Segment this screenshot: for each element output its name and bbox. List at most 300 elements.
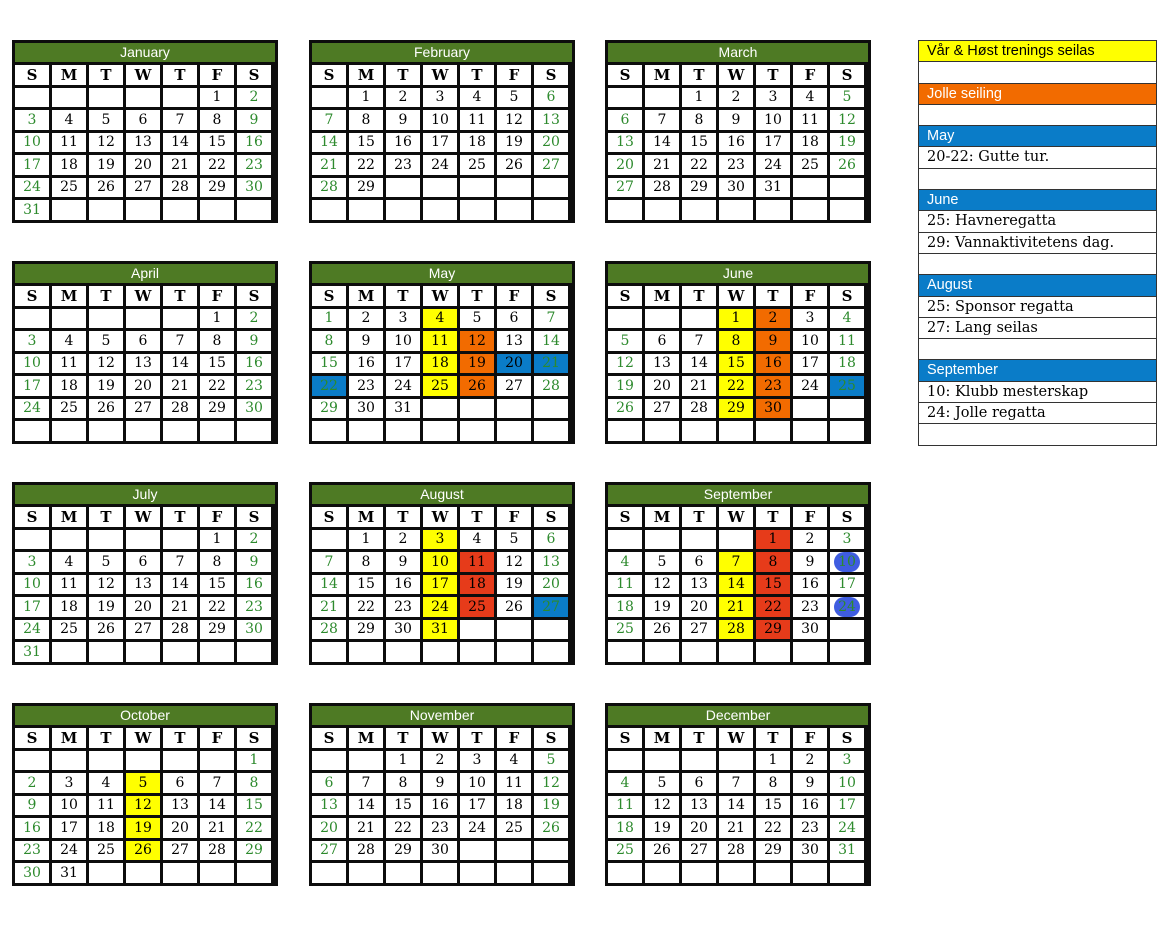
day-cell[interactable]: 29 (682, 178, 716, 198)
day-cell[interactable]: 14 (645, 133, 679, 153)
day-cell[interactable]: 28 (200, 841, 234, 861)
day-cell[interactable]: 10 (793, 331, 827, 351)
day-cell[interactable]: 31 (423, 620, 457, 640)
day-cell[interactable]: 22 (312, 376, 346, 396)
day-cell[interactable]: 21 (645, 155, 679, 175)
day-cell[interactable]: 12 (460, 331, 494, 351)
day-cell[interactable]: 12 (89, 133, 123, 153)
day-cell[interactable]: 19 (497, 575, 531, 595)
day-cell[interactable]: 7 (163, 552, 197, 572)
day-cell[interactable]: 29 (349, 178, 383, 198)
day-cell[interactable]: 26 (497, 597, 531, 617)
day-cell[interactable]: 5 (126, 773, 160, 793)
day-cell[interactable]: 16 (237, 133, 271, 153)
day-cell[interactable]: 12 (645, 796, 679, 816)
day-cell[interactable]: 11 (497, 773, 531, 793)
day-cell[interactable]: 3 (386, 309, 420, 329)
day-cell[interactable]: 10 (386, 331, 420, 351)
day-cell[interactable]: 6 (126, 552, 160, 572)
day-cell[interactable]: 12 (89, 354, 123, 374)
day-cell[interactable]: 2 (237, 88, 271, 108)
day-cell[interactable]: 8 (349, 552, 383, 572)
day-cell[interactable]: 21 (534, 354, 568, 374)
day-cell[interactable]: 12 (89, 575, 123, 595)
day-cell[interactable]: 25 (52, 620, 86, 640)
day-cell[interactable]: 27 (312, 841, 346, 861)
day-cell[interactable]: 31 (830, 841, 864, 861)
day-cell[interactable]: 2 (756, 309, 790, 329)
day-cell[interactable]: 20 (497, 354, 531, 374)
day-cell[interactable]: 14 (312, 133, 346, 153)
day-cell[interactable]: 17 (830, 796, 864, 816)
day-cell[interactable]: 4 (830, 309, 864, 329)
day-cell[interactable]: 19 (460, 354, 494, 374)
day-cell[interactable]: 22 (349, 155, 383, 175)
day-cell[interactable]: 29 (756, 620, 790, 640)
day-cell[interactable]: 6 (497, 309, 531, 329)
day-cell[interactable]: 5 (497, 530, 531, 550)
day-cell[interactable]: 23 (237, 376, 271, 396)
day-cell[interactable]: 26 (608, 399, 642, 419)
day-cell[interactable]: 26 (497, 155, 531, 175)
day-cell[interactable]: 15 (237, 796, 271, 816)
day-cell[interactable]: 3 (15, 110, 49, 130)
day-cell[interactable]: 30 (423, 841, 457, 861)
day-cell[interactable]: 20 (645, 376, 679, 396)
day-cell[interactable]: 20 (608, 155, 642, 175)
day-cell[interactable]: 19 (89, 376, 123, 396)
day-cell[interactable]: 11 (423, 331, 457, 351)
day-cell[interactable]: 4 (423, 309, 457, 329)
day-cell[interactable]: 2 (237, 530, 271, 550)
day-cell[interactable]: 26 (89, 399, 123, 419)
day-cell[interactable]: 6 (163, 773, 197, 793)
day-cell[interactable]: 23 (237, 597, 271, 617)
day-cell[interactable]: 18 (52, 155, 86, 175)
day-cell[interactable]: 16 (349, 354, 383, 374)
day-cell[interactable]: 4 (89, 773, 123, 793)
day-cell[interactable]: 11 (608, 575, 642, 595)
day-cell[interactable]: 2 (423, 751, 457, 771)
day-cell[interactable]: 15 (682, 133, 716, 153)
day-cell[interactable]: 25 (52, 399, 86, 419)
day-cell[interactable]: 25 (52, 178, 86, 198)
day-cell[interactable]: 28 (645, 178, 679, 198)
day-cell[interactable]: 28 (163, 178, 197, 198)
day-cell[interactable]: 21 (349, 818, 383, 838)
day-cell[interactable]: 24 (423, 597, 457, 617)
day-cell[interactable]: 2 (349, 309, 383, 329)
day-cell[interactable]: 13 (126, 575, 160, 595)
day-cell[interactable]: 27 (497, 376, 531, 396)
day-cell[interactable]: 15 (756, 796, 790, 816)
day-cell[interactable]: 3 (793, 309, 827, 329)
day-cell[interactable]: 27 (645, 399, 679, 419)
day-cell[interactable]: 23 (793, 818, 827, 838)
day-cell[interactable]: 29 (200, 620, 234, 640)
day-cell[interactable]: 1 (682, 88, 716, 108)
day-cell[interactable]: 9 (793, 552, 827, 572)
day-cell[interactable]: 1 (756, 530, 790, 550)
day-cell[interactable]: 9 (237, 552, 271, 572)
day-cell[interactable]: 30 (237, 399, 271, 419)
day-cell[interactable]: 6 (645, 331, 679, 351)
day-cell[interactable]: 25 (793, 155, 827, 175)
day-cell[interactable]: 19 (89, 597, 123, 617)
day-cell[interactable]: 15 (200, 133, 234, 153)
day-cell[interactable]: 24 (52, 841, 86, 861)
day-cell[interactable]: 7 (349, 773, 383, 793)
day-cell[interactable]: 25 (89, 841, 123, 861)
day-cell[interactable]: 7 (719, 552, 753, 572)
day-cell[interactable]: 21 (163, 155, 197, 175)
day-cell[interactable]: 3 (15, 552, 49, 572)
day-cell[interactable]: 30 (237, 620, 271, 640)
day-cell[interactable]: 31 (386, 399, 420, 419)
day-cell[interactable]: 14 (163, 354, 197, 374)
day-cell[interactable]: 11 (830, 331, 864, 351)
day-cell[interactable]: 6 (312, 773, 346, 793)
day-cell[interactable]: 16 (15, 818, 49, 838)
day-cell[interactable]: 22 (349, 597, 383, 617)
day-cell[interactable]: 1 (200, 88, 234, 108)
day-cell[interactable]: 7 (534, 309, 568, 329)
day-cell[interactable]: 18 (608, 597, 642, 617)
day-cell[interactable]: 8 (237, 773, 271, 793)
day-cell[interactable]: 28 (312, 620, 346, 640)
day-cell[interactable]: 7 (163, 331, 197, 351)
day-cell[interactable]: 25 (423, 376, 457, 396)
day-cell[interactable]: 7 (312, 110, 346, 130)
day-cell[interactable]: 15 (349, 133, 383, 153)
day-cell[interactable]: 24 (793, 376, 827, 396)
day-cell[interactable]: 26 (89, 620, 123, 640)
day-cell[interactable]: 15 (349, 575, 383, 595)
day-cell[interactable]: 5 (89, 552, 123, 572)
day-cell[interactable]: 5 (830, 88, 864, 108)
day-cell[interactable]: 14 (719, 575, 753, 595)
day-cell[interactable]: 16 (793, 575, 827, 595)
day-cell[interactable]: 23 (15, 841, 49, 861)
day-cell[interactable]: 20 (312, 818, 346, 838)
day-cell[interactable]: 1 (349, 530, 383, 550)
day-cell[interactable]: 9 (423, 773, 457, 793)
day-cell[interactable]: 7 (163, 110, 197, 130)
day-cell[interactable]: 9 (793, 773, 827, 793)
day-cell[interactable]: 6 (682, 773, 716, 793)
day-cell[interactable]: 5 (608, 331, 642, 351)
day-cell[interactable] (830, 597, 864, 617)
day-cell[interactable]: 24 (15, 178, 49, 198)
day-cell[interactable]: 5 (497, 88, 531, 108)
day-cell[interactable]: 8 (200, 331, 234, 351)
day-cell[interactable]: 1 (719, 309, 753, 329)
day-cell[interactable]: 22 (719, 376, 753, 396)
day-cell[interactable]: 7 (200, 773, 234, 793)
day-cell[interactable]: 19 (89, 155, 123, 175)
day-cell[interactable]: 4 (608, 552, 642, 572)
day-cell[interactable]: 31 (52, 863, 86, 883)
day-cell[interactable]: 29 (386, 841, 420, 861)
day-cell[interactable]: 29 (312, 399, 346, 419)
day-cell[interactable]: 15 (200, 575, 234, 595)
day-cell[interactable]: 15 (200, 354, 234, 374)
day-cell[interactable]: 2 (386, 530, 420, 550)
day-cell[interactable]: 11 (89, 796, 123, 816)
day-cell[interactable]: 19 (645, 818, 679, 838)
day-cell[interactable]: 4 (460, 88, 494, 108)
day-cell[interactable]: 17 (15, 155, 49, 175)
day-cell[interactable]: 14 (719, 796, 753, 816)
day-cell[interactable]: 2 (719, 88, 753, 108)
day-cell[interactable]: 13 (645, 354, 679, 374)
day-cell[interactable]: 21 (312, 155, 346, 175)
day-cell[interactable]: 20 (534, 575, 568, 595)
day-cell[interactable]: 27 (682, 620, 716, 640)
day-cell[interactable]: 18 (89, 818, 123, 838)
day-cell[interactable]: 10 (756, 110, 790, 130)
day-cell[interactable]: 18 (52, 376, 86, 396)
day-cell[interactable]: 3 (423, 530, 457, 550)
day-cell[interactable]: 14 (163, 133, 197, 153)
day-cell[interactable]: 28 (682, 399, 716, 419)
day-cell[interactable]: 28 (163, 620, 197, 640)
day-cell[interactable]: 22 (200, 376, 234, 396)
day-cell[interactable]: 1 (756, 751, 790, 771)
day-cell[interactable]: 17 (830, 575, 864, 595)
day-cell[interactable]: 13 (163, 796, 197, 816)
day-cell[interactable]: 16 (237, 354, 271, 374)
day-cell[interactable]: 30 (719, 178, 753, 198)
day-cell[interactable]: 16 (386, 133, 420, 153)
day-cell[interactable]: 24 (423, 155, 457, 175)
day-cell[interactable]: 23 (386, 597, 420, 617)
day-cell[interactable]: 1 (386, 751, 420, 771)
day-cell[interactable]: 17 (52, 818, 86, 838)
day-cell[interactable]: 22 (200, 597, 234, 617)
day-cell[interactable]: 9 (15, 796, 49, 816)
day-cell[interactable]: 6 (126, 331, 160, 351)
day-cell[interactable]: 11 (52, 575, 86, 595)
day-cell[interactable]: 3 (756, 88, 790, 108)
day-cell[interactable]: 5 (460, 309, 494, 329)
day-cell[interactable]: 9 (237, 110, 271, 130)
day-cell[interactable]: 18 (460, 133, 494, 153)
day-cell[interactable]: 4 (52, 552, 86, 572)
day-cell[interactable]: 6 (534, 88, 568, 108)
day-cell[interactable]: 14 (312, 575, 346, 595)
day-cell[interactable]: 26 (645, 620, 679, 640)
day-cell[interactable]: 17 (423, 575, 457, 595)
day-cell[interactable]: 9 (386, 552, 420, 572)
day-cell[interactable]: 12 (608, 354, 642, 374)
day-cell[interactable]: 5 (645, 773, 679, 793)
day-cell[interactable]: 25 (830, 376, 864, 396)
day-cell[interactable]: 30 (237, 178, 271, 198)
day-cell[interactable]: 11 (793, 110, 827, 130)
day-cell[interactable]: 26 (460, 376, 494, 396)
day-cell[interactable]: 18 (460, 575, 494, 595)
day-cell[interactable]: 26 (534, 818, 568, 838)
day-cell[interactable]: 25 (608, 841, 642, 861)
day-cell[interactable]: 3 (460, 751, 494, 771)
day-cell[interactable]: 8 (756, 773, 790, 793)
day-cell[interactable]: 31 (15, 642, 49, 662)
day-cell[interactable]: 13 (312, 796, 346, 816)
day-cell[interactable]: 22 (756, 597, 790, 617)
day-cell[interactable]: 7 (312, 552, 346, 572)
day-cell[interactable]: 8 (200, 110, 234, 130)
day-cell[interactable]: 18 (608, 818, 642, 838)
day-cell[interactable]: 17 (793, 354, 827, 374)
day-cell[interactable]: 9 (756, 331, 790, 351)
day-cell[interactable]: 19 (497, 133, 531, 153)
day-cell[interactable]: 4 (793, 88, 827, 108)
day-cell[interactable]: 9 (237, 331, 271, 351)
day-cell[interactable]: 28 (719, 620, 753, 640)
day-cell[interactable]: 30 (793, 841, 827, 861)
day-cell[interactable]: 15 (719, 354, 753, 374)
day-cell[interactable]: 26 (645, 841, 679, 861)
day-cell[interactable] (830, 552, 864, 572)
day-cell[interactable]: 22 (237, 818, 271, 838)
day-cell[interactable]: 16 (793, 796, 827, 816)
day-cell[interactable]: 27 (126, 620, 160, 640)
day-cell[interactable]: 28 (719, 841, 753, 861)
day-cell[interactable]: 27 (126, 399, 160, 419)
day-cell[interactable]: 8 (349, 110, 383, 130)
day-cell[interactable]: 9 (386, 110, 420, 130)
day-cell[interactable]: 21 (312, 597, 346, 617)
day-cell[interactable]: 16 (756, 354, 790, 374)
day-cell[interactable]: 27 (534, 155, 568, 175)
day-cell[interactable]: 27 (682, 841, 716, 861)
day-cell[interactable]: 18 (497, 796, 531, 816)
day-cell[interactable]: 23 (756, 376, 790, 396)
day-cell[interactable]: 11 (52, 133, 86, 153)
day-cell[interactable]: 4 (497, 751, 531, 771)
day-cell[interactable]: 30 (386, 620, 420, 640)
day-cell[interactable]: 5 (645, 552, 679, 572)
day-cell[interactable]: 2 (793, 530, 827, 550)
day-cell[interactable]: 16 (237, 575, 271, 595)
day-cell[interactable]: 19 (534, 796, 568, 816)
day-cell[interactable]: 9 (349, 331, 383, 351)
day-cell[interactable]: 28 (163, 399, 197, 419)
day-cell[interactable]: 24 (15, 620, 49, 640)
day-cell[interactable]: 15 (386, 796, 420, 816)
day-cell[interactable]: 6 (126, 110, 160, 130)
day-cell[interactable]: 26 (830, 155, 864, 175)
day-cell[interactable]: 24 (756, 155, 790, 175)
day-cell[interactable]: 30 (15, 863, 49, 883)
day-cell[interactable]: 29 (756, 841, 790, 861)
day-cell[interactable]: 22 (386, 818, 420, 838)
day-cell[interactable]: 25 (460, 155, 494, 175)
day-cell[interactable]: 4 (460, 530, 494, 550)
day-cell[interactable]: 13 (534, 552, 568, 572)
day-cell[interactable]: 25 (497, 818, 531, 838)
day-cell[interactable]: 12 (645, 575, 679, 595)
day-cell[interactable]: 31 (15, 200, 49, 220)
day-cell[interactable]: 19 (608, 376, 642, 396)
day-cell[interactable]: 31 (756, 178, 790, 198)
day-cell[interactable]: 27 (126, 178, 160, 198)
day-cell[interactable]: 21 (200, 818, 234, 838)
day-cell[interactable]: 23 (719, 155, 753, 175)
day-cell[interactable]: 14 (682, 354, 716, 374)
day-cell[interactable]: 14 (163, 575, 197, 595)
day-cell[interactable]: 14 (349, 796, 383, 816)
day-cell[interactable]: 19 (126, 818, 160, 838)
day-cell[interactable]: 23 (237, 155, 271, 175)
day-cell[interactable]: 11 (52, 354, 86, 374)
day-cell[interactable]: 14 (534, 331, 568, 351)
day-cell[interactable]: 1 (200, 309, 234, 329)
day-cell[interactable]: 17 (460, 796, 494, 816)
day-cell[interactable]: 21 (719, 597, 753, 617)
day-cell[interactable]: 12 (126, 796, 160, 816)
day-cell[interactable]: 12 (497, 110, 531, 130)
day-cell[interactable]: 2 (386, 88, 420, 108)
day-cell[interactable]: 7 (682, 331, 716, 351)
day-cell[interactable]: 23 (349, 376, 383, 396)
day-cell[interactable]: 8 (756, 552, 790, 572)
day-cell[interactable]: 10 (423, 552, 457, 572)
day-cell[interactable]: 1 (349, 88, 383, 108)
day-cell[interactable]: 6 (682, 552, 716, 572)
day-cell[interactable]: 7 (719, 773, 753, 793)
day-cell[interactable]: 24 (15, 399, 49, 419)
day-cell[interactable]: 5 (89, 110, 123, 130)
day-cell[interactable]: 5 (534, 751, 568, 771)
day-cell[interactable]: 21 (163, 597, 197, 617)
day-cell[interactable]: 3 (15, 331, 49, 351)
day-cell[interactable]: 10 (15, 354, 49, 374)
day-cell[interactable]: 10 (52, 796, 86, 816)
day-cell[interactable]: 8 (200, 552, 234, 572)
day-cell[interactable]: 29 (237, 841, 271, 861)
day-cell[interactable]: 13 (497, 331, 531, 351)
day-cell[interactable]: 29 (200, 399, 234, 419)
day-cell[interactable]: 25 (460, 597, 494, 617)
day-cell[interactable]: 26 (126, 841, 160, 861)
day-cell[interactable]: 21 (719, 818, 753, 838)
day-cell[interactable]: 23 (793, 597, 827, 617)
day-cell[interactable]: 13 (608, 133, 642, 153)
day-cell[interactable]: 6 (534, 530, 568, 550)
day-cell[interactable]: 23 (386, 155, 420, 175)
day-cell[interactable]: 3 (830, 530, 864, 550)
day-cell[interactable]: 11 (608, 796, 642, 816)
day-cell[interactable]: 22 (756, 818, 790, 838)
day-cell[interactable]: 1 (312, 309, 346, 329)
day-cell[interactable]: 10 (830, 773, 864, 793)
day-cell[interactable]: 2 (237, 309, 271, 329)
day-cell[interactable]: 22 (200, 155, 234, 175)
day-cell[interactable]: 4 (52, 331, 86, 351)
day-cell[interactable]: 10 (423, 110, 457, 130)
day-cell[interactable]: 19 (830, 133, 864, 153)
day-cell[interactable]: 28 (349, 841, 383, 861)
day-cell[interactable]: 24 (460, 818, 494, 838)
day-cell[interactable]: 4 (52, 110, 86, 130)
day-cell[interactable]: 29 (200, 178, 234, 198)
day-cell[interactable]: 27 (163, 841, 197, 861)
day-cell[interactable]: 16 (386, 575, 420, 595)
day-cell[interactable]: 20 (126, 155, 160, 175)
day-cell[interactable]: 16 (423, 796, 457, 816)
